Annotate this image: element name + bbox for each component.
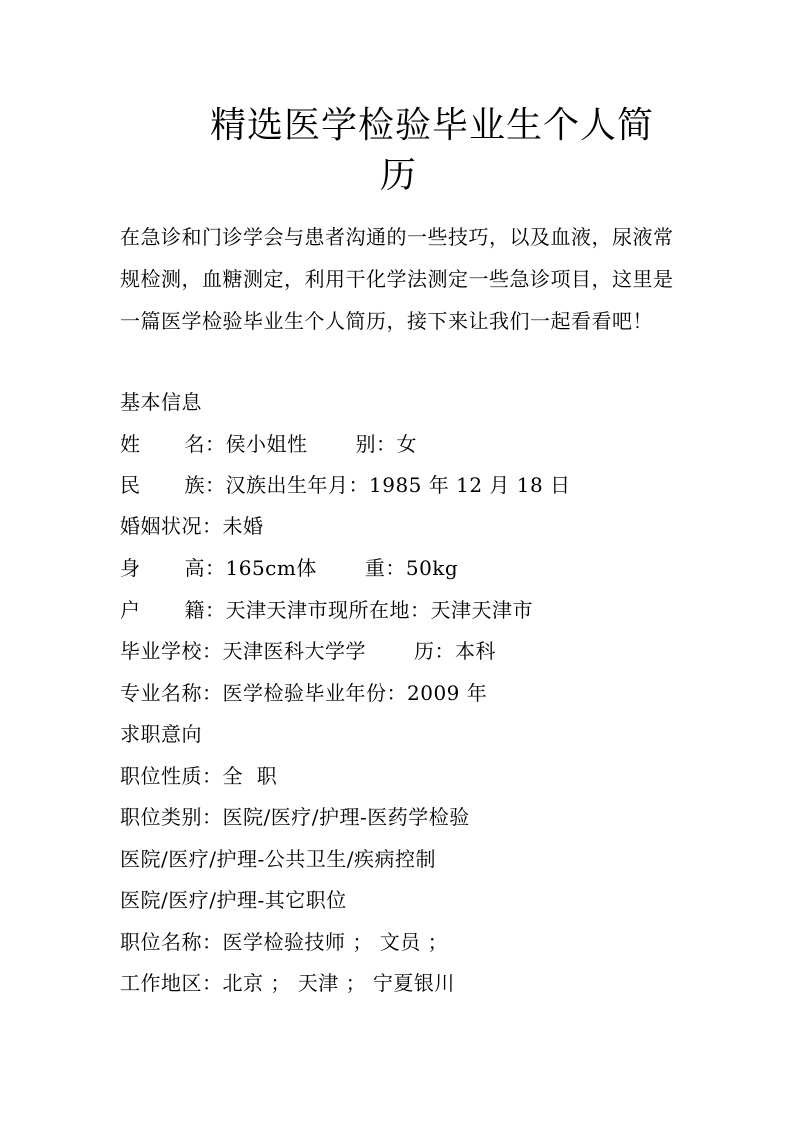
job-nature-row bbox=[120, 762, 277, 790]
work-area-label: 工作地区： bbox=[120, 971, 223, 995]
school-value: 天津医科大学 bbox=[222, 639, 346, 663]
job-category-2: 医院/医疗/护理-公共卫生/疾病控制 bbox=[120, 847, 436, 871]
name-value: 侯小姐 bbox=[225, 432, 287, 456]
school-education-row bbox=[120, 637, 496, 665]
page-title-continued: 历 bbox=[380, 155, 418, 196]
intro-paragraph: 在急诊和门诊学会与患者沟通的一些技巧，以及血液，尿液常规检测，血糖测定，利用干化学法测定一些急诊项目，这里是一篇医学检验毕业生个人简历，接下来让我们一起看看吧！ bbox=[120, 225, 674, 333]
edu-label-a: 学 bbox=[345, 639, 366, 663]
major-gradyear-row bbox=[120, 679, 487, 707]
job-category-1: 医院/医疗/护理-医药学检验 bbox=[222, 805, 470, 829]
weight-label-a: 体 bbox=[296, 556, 317, 580]
position-name-row bbox=[120, 928, 448, 956]
nation-value: 汉族 bbox=[225, 473, 267, 497]
position-value: 医学检验技师 ； 文员 ； bbox=[222, 930, 449, 954]
weight-value: 50kg bbox=[405, 556, 459, 580]
position-label: 职位名称： bbox=[120, 930, 223, 954]
grad-year-value: 2009 年 bbox=[407, 681, 488, 705]
marital-label: 婚姻状况： bbox=[120, 514, 223, 538]
work-area-value: 北京 ； 天津 ； 宁夏银川 bbox=[222, 971, 455, 995]
birth-value: 1985 年 12 月 18 日 bbox=[369, 473, 571, 497]
major-value: 医学检验 bbox=[222, 681, 305, 705]
name-label-b: 名： bbox=[184, 432, 226, 456]
section-heading-basic-info: 基本信息 bbox=[120, 390, 202, 414]
work-area-row bbox=[120, 969, 455, 997]
edu-label-b: 历： bbox=[414, 639, 455, 663]
job-nature-label: 职位性质： bbox=[120, 764, 223, 788]
hukou-label-a: 户 bbox=[120, 598, 141, 622]
job-nature-value: 全 职 bbox=[222, 764, 278, 788]
major-label: 专业名称： bbox=[120, 681, 223, 705]
nation-label-b: 族： bbox=[184, 473, 226, 497]
birth-label: 出生年月： bbox=[266, 473, 369, 497]
hukou-value: 天津天津市 bbox=[225, 598, 328, 622]
height-value: 165cm bbox=[225, 556, 297, 580]
nation-birth-row bbox=[120, 471, 571, 499]
job-category-3: 医院/医疗/护理-其它职位 bbox=[120, 888, 347, 912]
hukou-label-b: 籍： bbox=[184, 598, 226, 622]
gender-label-b: 别： bbox=[355, 432, 397, 456]
gender-value: 女 bbox=[396, 432, 417, 456]
marital-row bbox=[120, 512, 264, 540]
marital-value: 未婚 bbox=[222, 514, 264, 538]
name-gender-row bbox=[120, 430, 417, 458]
edu-value: 本科 bbox=[455, 639, 496, 663]
hukou-location-row bbox=[120, 596, 533, 624]
job-category-label: 职位类别： bbox=[120, 805, 223, 829]
name-label-a: 姓 bbox=[120, 432, 141, 456]
page-title: 精选医学检验毕业生个人简 bbox=[209, 105, 654, 146]
weight-label-b: 重： bbox=[364, 556, 406, 580]
location-label: 现所在地： bbox=[328, 598, 431, 622]
grad-year-label: 毕业年份： bbox=[304, 681, 407, 705]
height-weight-row bbox=[120, 554, 458, 582]
section-heading-job-intent: 求职意向 bbox=[120, 722, 202, 746]
job-category-row bbox=[120, 803, 470, 831]
location-value: 天津天津市 bbox=[430, 598, 533, 622]
gender-label-a: 性 bbox=[287, 432, 308, 456]
nation-label-a: 民 bbox=[120, 473, 141, 497]
height-label-a: 身 bbox=[120, 556, 141, 580]
school-label: 毕业学校： bbox=[120, 639, 223, 663]
height-label-b: 高： bbox=[184, 556, 226, 580]
